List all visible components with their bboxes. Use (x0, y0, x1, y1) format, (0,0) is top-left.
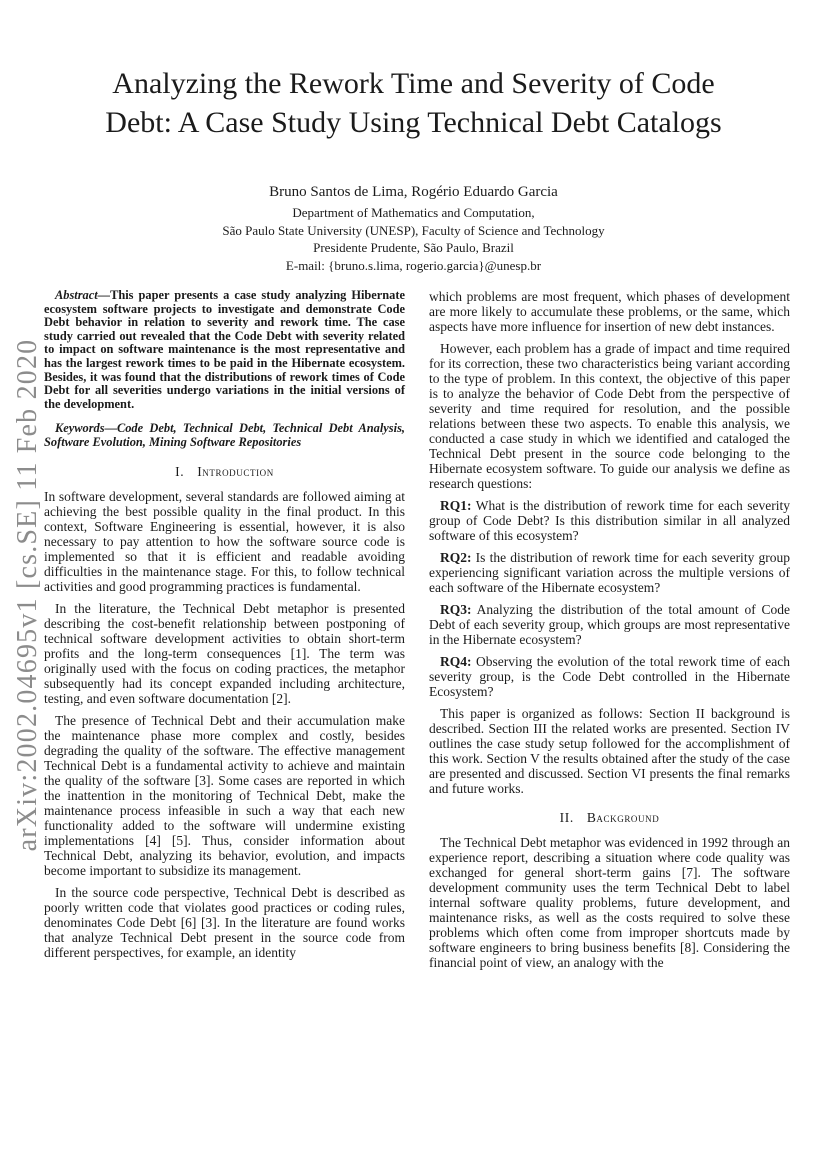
section-heading (44, 464, 405, 480)
right-column (429, 289, 790, 977)
research-question-lead: RQ1: (440, 498, 472, 513)
section-title: Introduction (197, 463, 274, 479)
paper-title (0, 64, 827, 142)
section-number: II. (559, 810, 574, 825)
author-block (0, 182, 827, 274)
keywords-lead: Keywords— (55, 421, 117, 436)
section-number: I. (175, 463, 185, 479)
left-column (44, 289, 405, 977)
research-question: RQ4: Observing the evolution of the total rework time of each severity group, is the Code Debt controlled in the Hibernate Ecosystem? (429, 654, 790, 699)
title-block (0, 0, 827, 274)
research-question-lead: RQ2: (440, 550, 472, 565)
affiliation-city: Presidente Prudente, São Paulo, Brazil (313, 240, 514, 255)
two-column-body (44, 289, 790, 977)
body-paragraph: In the source code perspective, Technical Debt is described as poorly written code that violates good practices or coding rules, denominates Code Debt [6] [3]. In the literature are found works that analyze Technical Debt present in the source code from different perspectives, for example, an identity (44, 884, 405, 960)
body-paragraph: In the literature, the Technical Debt metaphor is presented describing the cost-benefit relationship between postponing of technical software development activities to obtain short-term profits and the long-term consequences [1]. The term was originally used with the focus on coding practices, the metaphor subsequently had its concept expanded including architecture, testing, and even software documentation [2]. (44, 600, 405, 706)
abstract: Abstract—This paper presents a case study analyzing Hibernate ecosystem software projects to investigate and demonstrate Code Debt behavior in relation to severity and rework time. The case study carried out revealed that the Code Debt with severity related to impact on software maintenance is the most representative and has the largest rework times to be paid in the Hibernate ecosystem. Besides, it was found that the distributions of rework times of Code Debt for all severities undergo variations in the initial versions of the development. (44, 288, 405, 411)
abstract-lead: Abstract— (55, 288, 111, 302)
author-names: Bruno Santos de Lima, Rogério Eduardo Garcia (269, 184, 558, 200)
body-paragraph: However, each problem has a grade of impact and time required for its correction, these two characteristics being variant according to the type of problem. In this context, the objective of this paper is to analyze the behavior of Code Debt from the perspective of severity and time required for resolution, and the possible relations between these two aspects. To enable this analysis, we conducted a case study in which we identified and cataloged the Technical Debt present in the source code belonging to the Hibernate ecosystem software. To guide our analysis we define as research questions: (429, 341, 790, 491)
body-paragraph: The Technical Debt metaphor was evidenced in 1992 through an experience report, describing a situation where code quality was exchanged for general short-term gains [7]. The software development community uses the term Technical Debt to label internal software quality problems, future development, and maintenance risks, as well as the costs required to solve these problems which often come from improper shortcuts made by software engineers to bring business benefits [8]. Considering the financial point of view, an analogy with the (429, 835, 790, 970)
research-question-lead: RQ3: (440, 602, 472, 617)
author-emails: E-mail: {bruno.s.lima, rogerio.garcia}@unesp.br (285, 257, 542, 273)
section-title: Background (586, 810, 660, 825)
keywords: Keywords—Code Debt, Technical Debt, Technical Debt Analysis, Software Evolution, Mining Software Repositories (44, 421, 405, 449)
research-question: RQ3: Analyzing the distribution of the total amount of Code Debt of each severity group, which groups are most representative in the Hibernate ecosystem? (429, 602, 790, 647)
body-paragraph: In software development, several standards are followed aiming at achieving the best possible quality in the final product. In this context, Software Engineering is essential, however, it is also necessary to pay attention to how the software source code is implemented so that it is efficient and readable avoiding difficulties in the maintenance stage. For this, to follow technical activities and good programming practices is fundamental. (44, 488, 405, 594)
affiliation-department: Department of Mathematics and Computation, (292, 205, 535, 220)
affiliation-university: São Paulo State University (UNESP), Faculty of Science and Technology (222, 222, 605, 238)
research-question: RQ1: What is the distribution of rework time for each severity group of Code Debt? Is this distribution similar in all analyzed software of this ecosystem? (429, 498, 790, 543)
research-question: RQ2: Is the distribution of rework time for each severity group experiencing significant variation across the multiple versions of each software of the Hibernate ecosystem? (429, 550, 790, 595)
body-paragraph: which problems are most frequent, which phases of development are more likely to accumulate these problems, or the same, which aspects have more influence for insertion of new debt instances. (429, 289, 790, 334)
body-paragraph: This paper is organized as follows: Section II background is described. Section III the related works are presented. Section IV outlines the case study setup followed for the accomplishment of this work. Section V the results obtained after the study of the case are presented and discussed. Section VI presents the final remarks and future works. (429, 706, 790, 796)
body-paragraph: The presence of Technical Debt and their accumulation make the maintenance phase more complex and costly, besides degrading the quality of the software. The effective management Technical Debt is a fundamental activity to achieve and maintain the quality of the software [3]. Some cases are reported in which the inattention in the monitoring of Technical Debt, make the maintenance process infeasible in such a way that each new functionality added to the software will undermine existing implementations [4] [5]. Thus, consider information about Technical Debt, analyzing its behavior, evolution, and impacts become important to subsidize its management. (44, 712, 405, 878)
paper-title-line-1: Analyzing the Rework Time and Severity of Code (112, 67, 715, 100)
section-heading (429, 810, 790, 826)
paper-title-line-2: Debt: A Case Study Using Technical Debt Catalogs (105, 106, 722, 139)
research-question-lead: RQ4: (440, 654, 472, 669)
arxiv-watermark: arXiv:2002.04695v1 [cs.SE] 11 Feb 2020 (12, 338, 43, 852)
